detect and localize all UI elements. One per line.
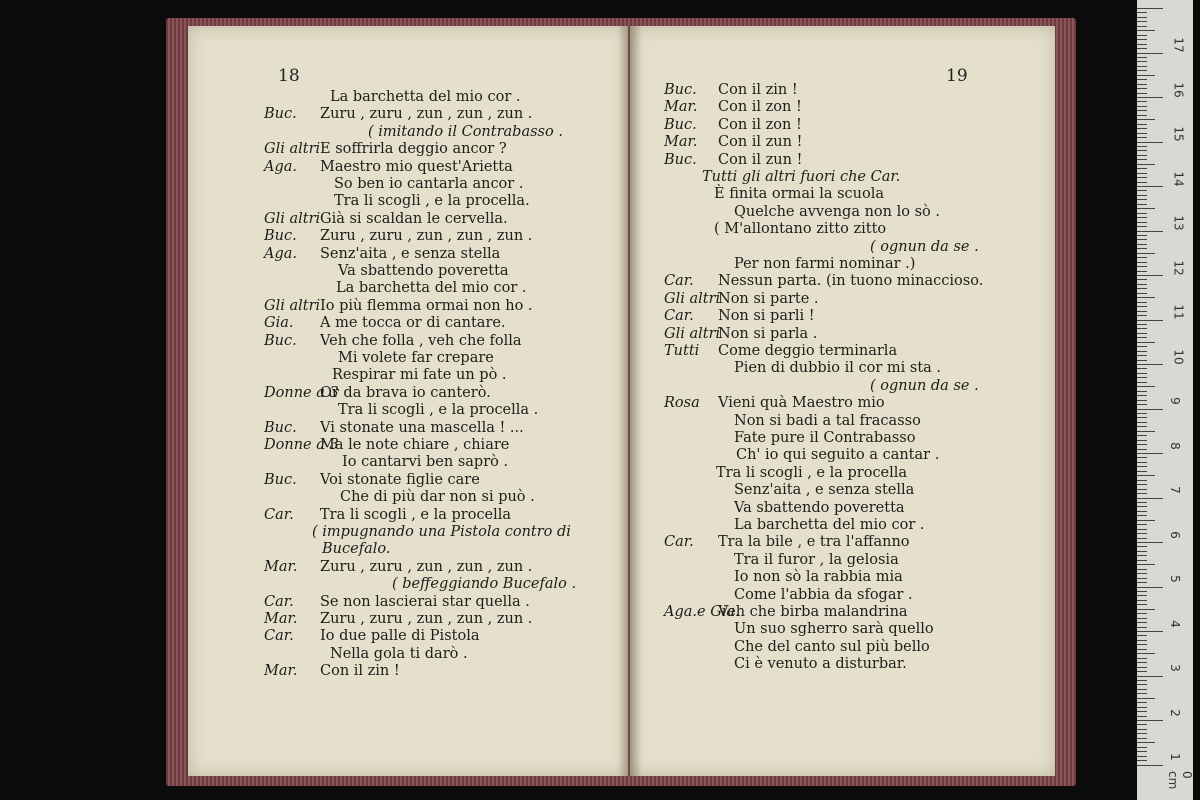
ruler-tick: [1137, 324, 1147, 325]
speaker-label: Aga.: [264, 245, 298, 262]
ruler-tick: [1137, 409, 1163, 410]
ruler-tick: [1137, 422, 1147, 423]
verse-line: Se non lascierai star quella .: [320, 593, 530, 610]
ruler-tick: [1137, 262, 1147, 263]
verse-line: Bucefalo.: [322, 541, 391, 558]
ruler-tick: [1137, 66, 1147, 67]
ruler-tick: [1137, 466, 1147, 467]
ruler-tick: [1137, 489, 1147, 490]
speaker-label: Gli altri: [664, 290, 721, 307]
ruler-tick: [1137, 279, 1147, 280]
ruler-number: 1: [1167, 753, 1182, 761]
ruler-number: 12: [1171, 259, 1186, 276]
ruler-tick: [1137, 302, 1147, 303]
ruler-tick: [1137, 760, 1147, 761]
ruler-tick: [1137, 457, 1147, 458]
ruler-tick: [1137, 248, 1147, 249]
verse-line: Tra la bile , e tra l'affanno: [718, 534, 910, 551]
verse-line: Io due palle di Pistola: [320, 628, 480, 645]
verse-line: Non si parla .: [718, 325, 818, 342]
speaker-label: Rosa: [664, 395, 700, 412]
verse-line: Or da brava io canterò.: [320, 384, 491, 401]
ruler-tick: [1137, 595, 1147, 596]
ruler-tick: [1137, 30, 1155, 31]
speaker-label: Buc.: [664, 151, 697, 168]
ruler-tick: [1137, 17, 1147, 18]
verse-line: Con il zon !: [718, 116, 802, 133]
ruler-tick: [1137, 351, 1147, 352]
speaker-label: Mar.: [264, 663, 298, 680]
speaker-label: Buc.: [264, 228, 297, 245]
verse-line: Fate pure il Contrabasso: [734, 430, 916, 446]
ruler-tick: [1137, 440, 1147, 441]
ruler-tick: [1137, 244, 1147, 245]
verse-line: Con il zin !: [320, 663, 400, 680]
ruler-tick: [1137, 39, 1147, 40]
ruler-tick: [1137, 546, 1147, 547]
ruler-tick: [1137, 506, 1147, 507]
speaker-label: Buc.: [264, 471, 297, 488]
ruler-tick: [1137, 84, 1147, 85]
ruler-tick: [1137, 569, 1147, 570]
verse-line: Voi stonate figlie care: [320, 471, 480, 488]
ruler-tick: [1137, 716, 1147, 717]
verse-line: Io più flemma ormai non ho .: [320, 297, 533, 314]
ruler-tick: [1137, 618, 1147, 619]
verse-line: Maestro mio quest'Arietta: [320, 158, 513, 175]
speaker-label: Car.: [664, 308, 694, 325]
speaker-label: Car.: [264, 593, 294, 610]
speaker-label: Gli altri: [664, 325, 721, 342]
ruler-tick: [1137, 97, 1163, 98]
verse-line: La barchetta del mio cor .: [330, 89, 521, 105]
ruler-tick: [1137, 239, 1147, 240]
ruler-tick: [1137, 475, 1155, 476]
verse-line: Come l'abbia da sfogar .: [734, 586, 913, 603]
ruler-tick: [1137, 498, 1163, 499]
ruler-tick: [1137, 70, 1147, 71]
speaker-label: Donne a 3: [264, 384, 339, 401]
ruler-tick: [1137, 377, 1147, 378]
book-gutter: [618, 26, 642, 776]
verse-line: Tra li scogli , e la procella: [716, 464, 908, 481]
verse-line: Un suo sgherro sarà quello: [734, 621, 934, 638]
verse-line: So ben io cantarla ancor .: [334, 176, 524, 192]
ruler-tick: [1137, 115, 1147, 116]
ruler-tick: [1137, 177, 1147, 178]
ruler-tick: [1137, 711, 1147, 712]
verse-line: Non si parli !: [718, 308, 815, 325]
speaker-label: Car.: [664, 273, 694, 290]
ruler-tick: [1137, 742, 1155, 743]
speaker-label: Mar.: [664, 134, 698, 151]
ruler-tick: [1137, 493, 1147, 494]
ruler-number: 13: [1171, 215, 1186, 231]
ruler-tick: [1137, 765, 1163, 766]
ruler-tick: [1137, 142, 1163, 143]
speaker-label: Mar.: [264, 558, 298, 575]
ruler-tick: [1137, 266, 1147, 267]
ruler-tick: [1137, 391, 1147, 392]
verse-line: Zuru , zuru , zun , zun , zun .: [320, 558, 533, 575]
speaker-label: Car.: [664, 534, 694, 551]
verse-line: Non si parte .: [718, 290, 819, 307]
ruler-tick: [1137, 360, 1147, 361]
ruler-tick: [1137, 199, 1147, 200]
ruler-tick: [1137, 453, 1163, 454]
ruler-tick: [1137, 604, 1147, 605]
open-book: [166, 18, 1076, 786]
verse-line: Senz'aita , e senza stella: [734, 482, 915, 499]
verse-line: ( beffeggiando Bucefalo .: [392, 576, 577, 593]
ruler-tick: [1137, 462, 1147, 463]
ruler-tick: [1137, 342, 1155, 343]
ruler-tick: [1137, 368, 1147, 369]
verse-line: Per non farmi nominar .): [734, 256, 916, 272]
ruler-tick: [1137, 591, 1147, 592]
ruler-tick: [1137, 284, 1147, 285]
ruler-number: 15: [1171, 126, 1186, 142]
verse-line: E soffrirla deggio ancor ?: [320, 141, 507, 158]
verse-line: Non si badi a tal fracasso: [734, 412, 921, 429]
speaker-label: Gli altri: [264, 141, 321, 158]
speaker-label: Aga.e Gia.: [664, 604, 740, 620]
ruler-tick: [1137, 738, 1147, 739]
verse-line: Ma le note chiare , chiare: [320, 437, 510, 453]
ruler-tick: [1137, 640, 1147, 641]
ruler-tick: [1137, 644, 1147, 645]
speaker-label: Buc.: [264, 106, 297, 123]
ruler-tick: [1137, 587, 1163, 588]
verse-line: La barchetta del mio cor .: [734, 517, 925, 533]
ruler-tick: [1137, 613, 1147, 614]
ruler-tick: [1137, 560, 1147, 561]
verse-line: A me tocca or di cantare.: [320, 315, 506, 332]
verse-line: Io non sò la rabbia mia: [734, 569, 903, 586]
verse-line: Ci è venuto a disturbar.: [734, 656, 907, 673]
ruler-tick: [1137, 649, 1147, 650]
ruler-tick: [1137, 502, 1147, 503]
verse-line: È finita ormai la scuola: [714, 186, 885, 203]
ruler-tick: [1137, 146, 1147, 147]
ruler-tick: [1137, 8, 1163, 9]
ruler-tick: [1137, 373, 1147, 374]
ruler-tick: [1137, 186, 1163, 187]
ruler-tick: [1137, 627, 1147, 628]
ruler-tick: [1137, 293, 1147, 294]
ruler-tick: [1137, 48, 1147, 49]
ruler-tick: [1137, 133, 1147, 134]
verse-line: Nella gola ti darò .: [330, 645, 468, 662]
verse-line: Che del canto sul più bello: [734, 638, 930, 655]
ruler-tick: [1137, 751, 1147, 752]
ruler-number: 2: [1167, 708, 1182, 717]
ruler-tick: [1137, 21, 1147, 22]
ruler-tick: [1137, 159, 1147, 160]
verse-line: ( ognun da se .: [870, 238, 979, 255]
verse-line: Tutti gli altri fuori che Car.: [702, 169, 901, 185]
ruler-unit: 0 cm: [1166, 771, 1194, 790]
ruler-tick: [1137, 582, 1147, 583]
ruler-tick: [1137, 578, 1147, 579]
verse-line: Veh che birba malandrina: [718, 604, 908, 620]
speaker-label: Tutti: [664, 343, 700, 359]
verse-line: Senz'aita , e senza stella: [320, 245, 501, 262]
verse-line: ( ognun da se .: [870, 377, 979, 394]
verse-line: Zuru , zuru , zun , zun , zun .: [320, 228, 533, 245]
ruler-tick: [1137, 667, 1147, 668]
ruler-tick: [1137, 698, 1155, 699]
verse-line: Con il zun !: [718, 151, 803, 168]
ruler-tick: [1137, 511, 1147, 512]
ruler-tick: [1137, 182, 1147, 183]
ruler-tick: [1137, 600, 1147, 601]
ruler-tick: [1137, 449, 1147, 450]
ruler-tick: [1137, 658, 1147, 659]
verse-line: Io cantarvi ben saprò .: [342, 454, 509, 471]
ruler-tick: [1137, 53, 1163, 54]
ruler-tick: [1137, 404, 1147, 405]
verse-line: Ch' io qui seguito a cantar .: [736, 447, 940, 464]
verse-line: Zuru , zuru , zun , zun , zun .: [320, 106, 533, 123]
verse-line: Pien di dubbio il cor mi sta .: [734, 360, 942, 377]
ruler-tick: [1137, 12, 1147, 13]
ruler-tick: [1137, 328, 1147, 329]
ruler-tick: [1137, 720, 1163, 721]
speaker-label: Mar.: [264, 611, 298, 627]
ruler-tick: [1137, 671, 1147, 672]
speaker-label: Aga.: [264, 158, 298, 175]
ruler-tick: [1137, 680, 1147, 681]
ruler-tick: [1137, 226, 1147, 227]
ruler-tick: [1137, 137, 1147, 138]
speaker-label: Buc.: [264, 332, 297, 349]
ruler-tick: [1137, 573, 1147, 574]
speaker-label: Car.: [264, 506, 294, 523]
ruler-tick: [1137, 431, 1155, 432]
page-number-left: 18: [278, 66, 300, 86]
speaker-label: Gli altri: [264, 210, 321, 227]
ruler-tick: [1137, 689, 1147, 690]
ruler-number: 4: [1167, 619, 1182, 628]
ruler-tick: [1137, 435, 1147, 436]
ruler-tick: [1137, 702, 1147, 703]
verse-line: Nessun parta. (in tuono minaccioso.: [718, 273, 984, 290]
ruler-tick: [1137, 311, 1147, 312]
measuring-ruler: [1137, 0, 1193, 800]
ruler-tick: [1137, 333, 1147, 334]
ruler-tick: [1137, 106, 1147, 107]
ruler-tick: [1137, 190, 1147, 191]
verse-line: Con il zon !: [718, 99, 802, 116]
ruler-tick: [1137, 57, 1147, 58]
verse-line: Come deggio terminarla: [718, 343, 898, 359]
ruler-tick: [1137, 217, 1147, 218]
ruler-tick: [1137, 520, 1155, 521]
verse-line: ( M'allontano zitto zitto: [714, 221, 887, 238]
ruler-tick: [1137, 364, 1163, 365]
ruler-tick: [1137, 93, 1147, 94]
ruler-tick: [1137, 320, 1163, 321]
verse-line: Mi volete far crepare: [338, 350, 494, 366]
ruler-tick: [1137, 400, 1147, 401]
verse-line: Tra li scogli , e la procella .: [338, 402, 539, 419]
ruler-tick: [1137, 747, 1147, 748]
ruler-tick: [1137, 337, 1147, 338]
ruler-tick: [1137, 124, 1147, 125]
ruler-tick: [1137, 128, 1147, 129]
speaker-label: Buc.: [264, 419, 297, 436]
verse-line: Zuru , zuru , zun , zun , zun .: [320, 611, 533, 627]
ruler-tick: [1137, 733, 1147, 734]
speaker-label: Mar.: [664, 99, 698, 116]
ruler-tick: [1137, 257, 1147, 258]
ruler-tick: [1137, 382, 1147, 383]
ruler-number: 9: [1167, 397, 1182, 405]
ruler-tick: [1137, 75, 1155, 76]
verse-line: ( imitando il Contrabasso .: [368, 123, 563, 140]
ruler-tick: [1137, 444, 1147, 445]
ruler-tick: [1137, 413, 1147, 414]
ruler-tick: [1137, 635, 1147, 636]
verse-line: La barchetta del mio cor .: [336, 280, 527, 297]
verse-line: Tra il furor , la gelosia: [734, 551, 899, 568]
ruler-tick: [1137, 297, 1155, 298]
ruler-tick: [1137, 306, 1147, 307]
ruler-tick: [1137, 538, 1147, 539]
ruler-tick: [1137, 253, 1155, 254]
ruler-tick: [1137, 35, 1147, 36]
ruler-tick: [1137, 564, 1155, 565]
ruler-tick: [1137, 222, 1147, 223]
ruler-tick: [1137, 662, 1147, 663]
ruler-number: 16: [1171, 81, 1186, 98]
ruler-tick: [1137, 355, 1147, 356]
ruler-tick: [1137, 524, 1147, 525]
verse-line: Con il zun !: [718, 134, 803, 151]
speaker-label: Buc.: [664, 116, 697, 133]
verse-line: Va sbattendo poveretta: [338, 263, 509, 279]
ruler-tick: [1137, 622, 1147, 623]
ruler-tick: [1137, 61, 1147, 62]
ruler-tick: [1137, 155, 1147, 156]
speaker-label: Donne a 3: [264, 437, 339, 453]
ruler-tick: [1137, 529, 1147, 530]
page-number-right: 19: [946, 66, 968, 86]
ruler-tick: [1137, 231, 1163, 232]
ruler-tick: [1137, 426, 1147, 427]
ruler-tick: [1137, 110, 1147, 111]
verse-line: Tra li scogli , e la procella.: [334, 193, 530, 210]
ruler-number: 7: [1167, 486, 1182, 494]
verse-line: Vieni quà Maestro mio: [718, 395, 885, 412]
ruler-tick: [1137, 119, 1155, 120]
ruler-number: 6: [1167, 530, 1182, 539]
ruler-tick: [1137, 724, 1147, 725]
ruler-tick: [1137, 79, 1147, 80]
ruler-tick: [1137, 555, 1147, 556]
ruler-tick: [1137, 707, 1147, 708]
ruler-tick: [1137, 480, 1147, 481]
verse-line: Quelche avvenga non lo sò .: [734, 203, 940, 220]
ruler-tick: [1137, 551, 1147, 552]
speaker-label: Gli altri: [264, 297, 321, 314]
ruler-number: 8: [1167, 441, 1182, 450]
ruler-tick: [1137, 44, 1147, 45]
ruler-tick: [1137, 609, 1155, 610]
ruler-tick: [1137, 729, 1147, 730]
verse-line: Vi stonate una mascella ! ...: [320, 419, 524, 436]
ruler-tick: [1137, 684, 1147, 685]
ruler-tick: [1137, 653, 1155, 654]
ruler-tick: [1137, 693, 1147, 694]
ruler-tick: [1137, 88, 1147, 89]
speaker-label: Car.: [264, 628, 294, 645]
ruler-tick: [1137, 150, 1147, 151]
ruler-tick: [1137, 756, 1147, 757]
verse-line: Veh che folla , veh che folla: [320, 332, 522, 349]
ruler-tick: [1137, 417, 1147, 418]
ruler-tick: [1137, 101, 1147, 102]
ruler-tick: [1137, 471, 1147, 472]
ruler-tick: [1137, 275, 1163, 276]
ruler-tick: [1137, 395, 1147, 396]
ruler-tick: [1137, 208, 1155, 209]
speaker-label: Buc.: [664, 82, 697, 98]
ruler-number: 17: [1171, 37, 1186, 53]
verse-line: Va sbattendo poveretta: [734, 499, 905, 516]
ruler-tick: [1137, 533, 1147, 534]
ruler-tick: [1137, 288, 1147, 289]
ruler-number: 5: [1167, 575, 1182, 583]
ruler-tick: [1137, 26, 1147, 27]
ruler-number: 3: [1167, 664, 1182, 672]
ruler-tick: [1137, 386, 1155, 387]
ruler-tick: [1137, 168, 1147, 169]
ruler-number: 10: [1171, 348, 1186, 365]
ruler-tick: [1137, 173, 1147, 174]
verse-line: Con il zin !: [718, 82, 798, 98]
ruler-tick: [1137, 631, 1163, 632]
ruler-number: 11: [1171, 304, 1186, 320]
ruler-tick: [1137, 542, 1163, 543]
ruler-tick: [1137, 484, 1147, 485]
ruler-tick: [1137, 315, 1147, 316]
ruler-tick: [1137, 195, 1147, 196]
verse-line: Già si scaldan le cervella.: [320, 210, 508, 227]
ruler-tick: [1137, 204, 1147, 205]
ruler-tick: [1137, 346, 1147, 347]
ruler-tick: [1137, 676, 1163, 677]
ruler-number: 14: [1171, 170, 1186, 187]
verse-line: Tra li scogli , e la procella: [320, 506, 512, 523]
ruler-tick: [1137, 271, 1147, 272]
ruler-tick: [1137, 515, 1147, 516]
ruler-tick: [1137, 235, 1147, 236]
verse-line: ( impugnando una Pistola contro di: [312, 524, 571, 540]
speaker-label: Gia.: [264, 315, 294, 332]
ruler-tick: [1137, 213, 1147, 214]
verse-line: Respirar mi fate un pò .: [332, 367, 507, 384]
verse-line: Che di più dar non si può .: [340, 489, 535, 506]
ruler-tick: [1137, 164, 1155, 165]
